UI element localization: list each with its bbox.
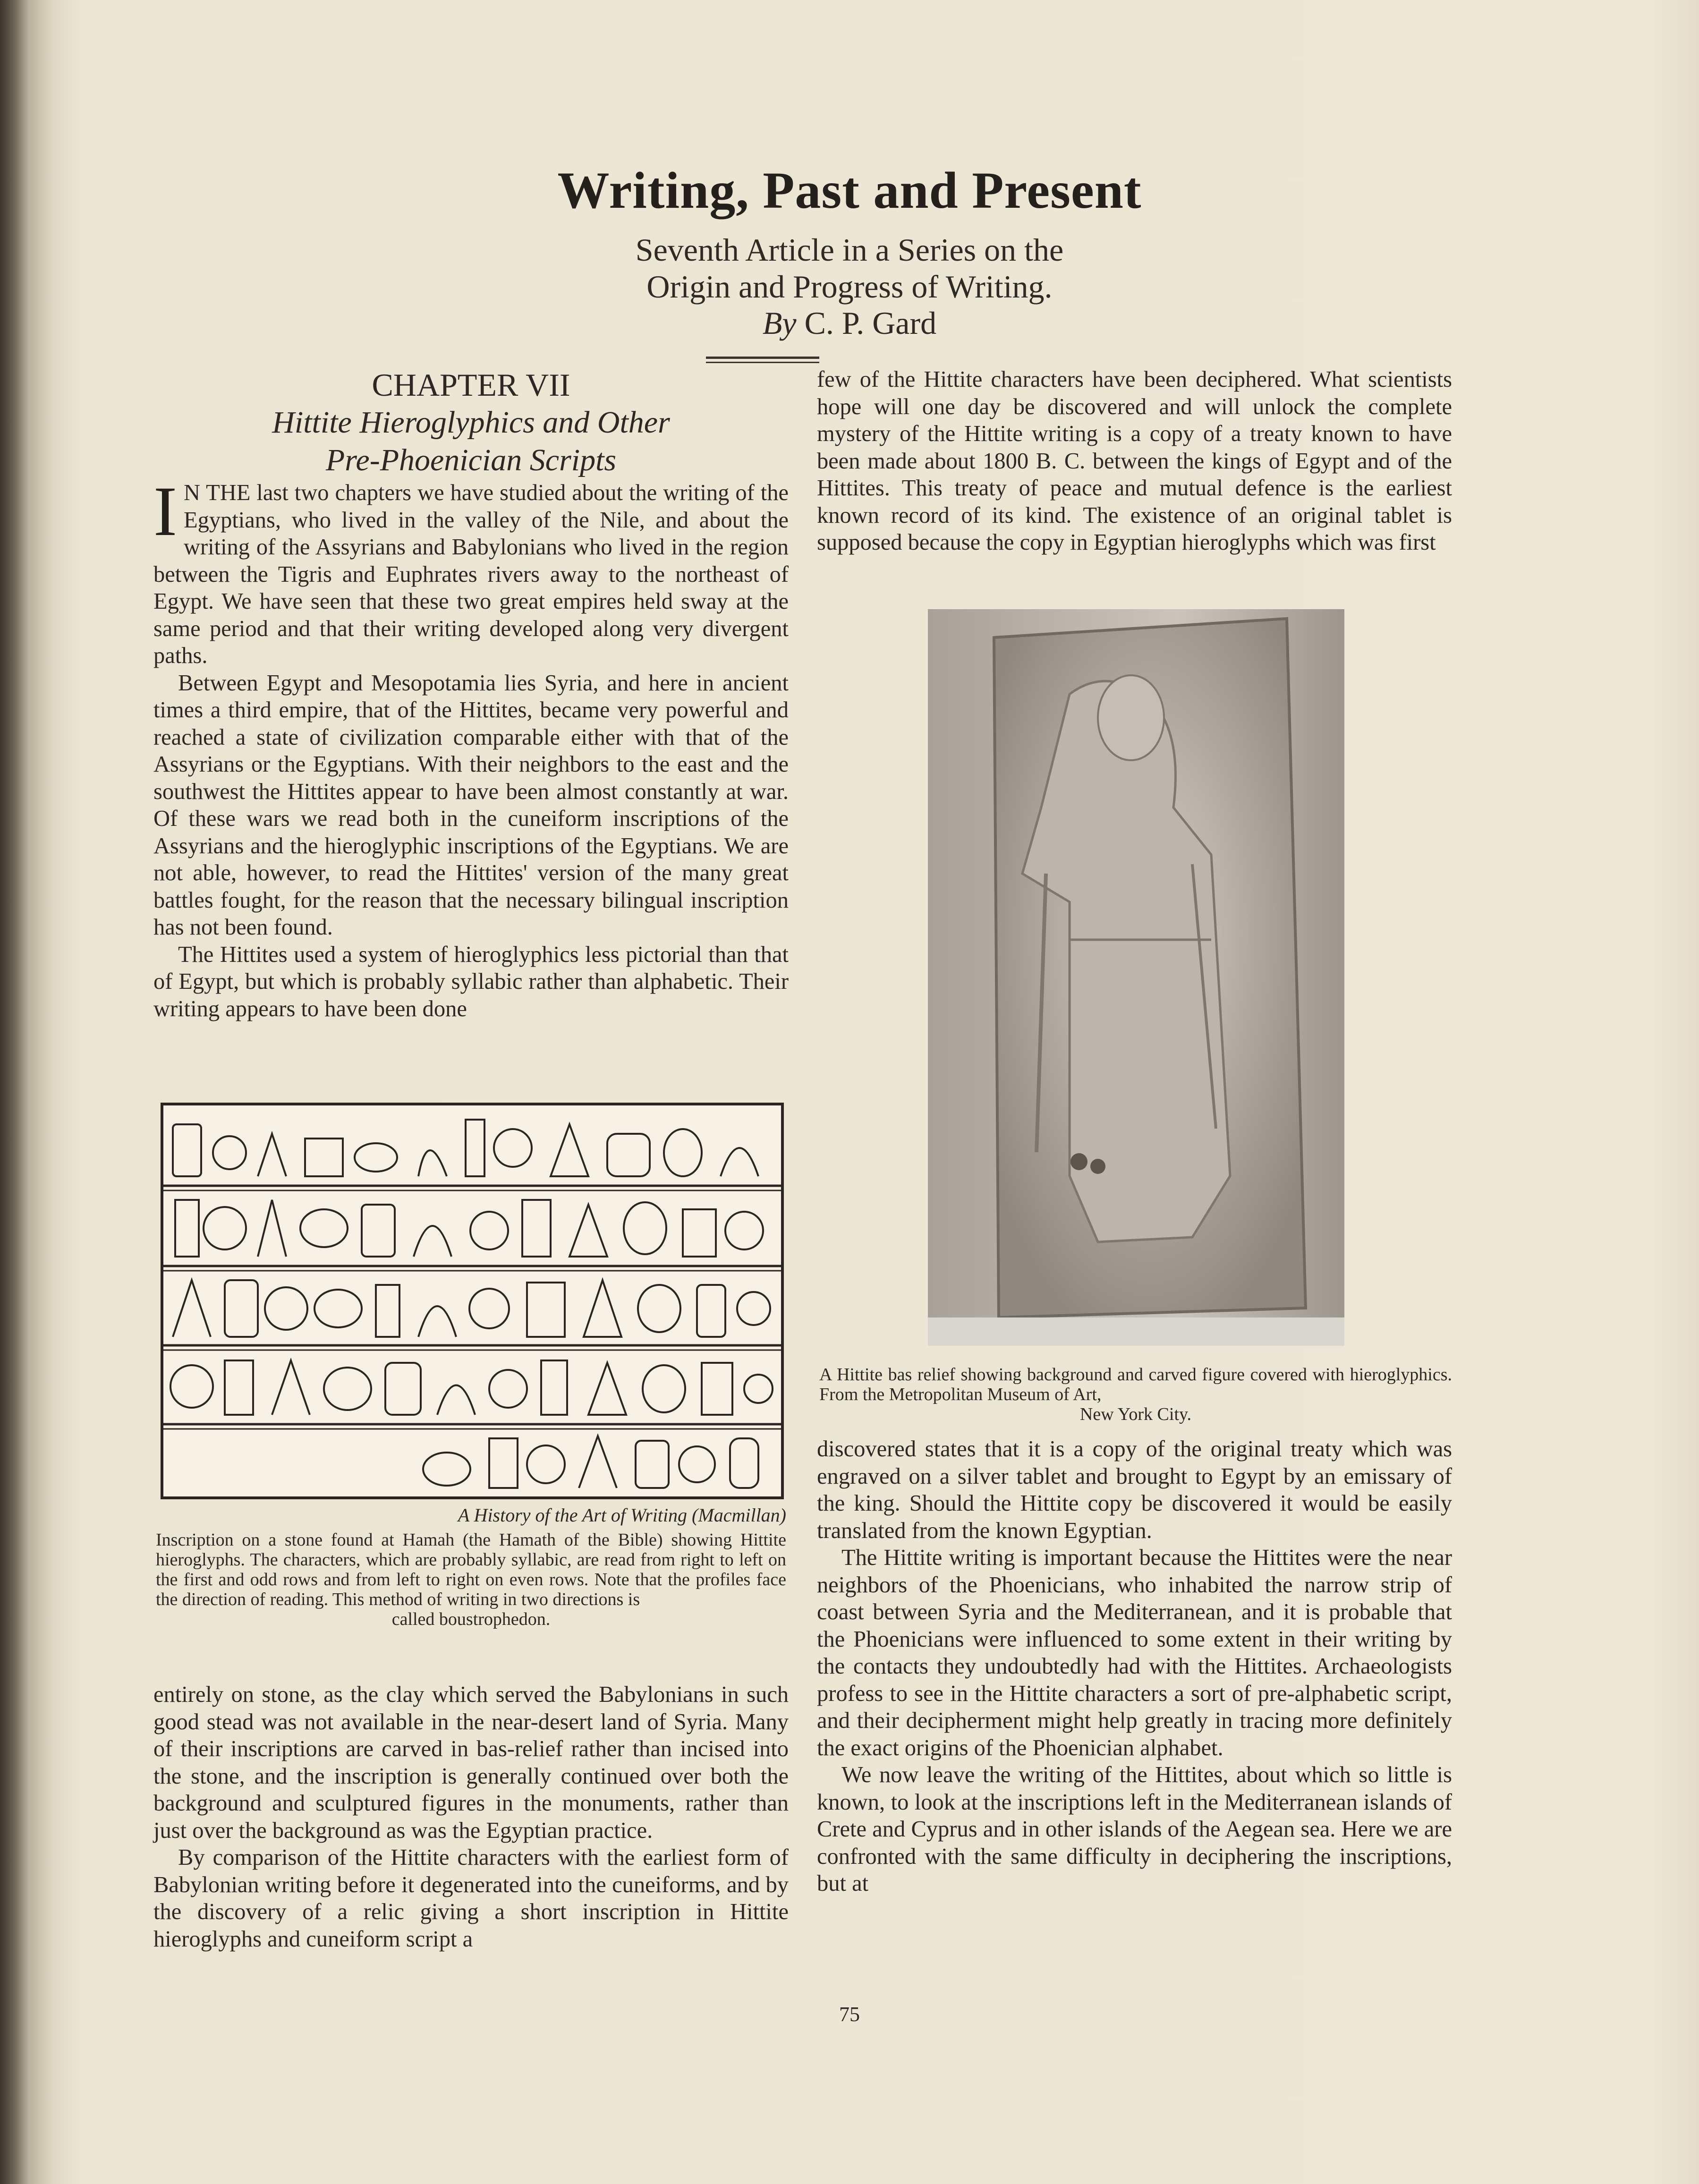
relief-image xyxy=(928,609,1344,1346)
hittite-relief-photo xyxy=(928,609,1344,1346)
drop-cap: I xyxy=(153,472,177,551)
relief-caption-text: A Hittite bas relief showing background and carved figure covered with hieroglyphics. From the Metropolitan Museum of Art, xyxy=(819,1365,1452,1404)
page-number: 75 xyxy=(839,2003,860,2026)
left-column-bottom xyxy=(153,1681,789,1953)
byline-by: By xyxy=(762,305,797,341)
paragraph-intro xyxy=(153,472,789,670)
chapter-title-line2: Pre-Phoenician Scripts xyxy=(325,443,617,477)
hamah-caption xyxy=(156,1530,786,1629)
byline xyxy=(0,305,1699,342)
paragraph-aegean: We now leave the writing of the Hittites, about which so little is known, to look at the inscriptions left in the Mediterranean islands of Crete and Cyprus and in other islands of the Aegean sea. Here we are confronted with the same difficulty in deciphering the inscriptions, but at xyxy=(817,1762,1452,1896)
paragraph-comparison: By comparison of the Hittite characters with the earliest form of Babylonian writing before it degenerated into the cuneiforms, and by the discovery of a relic giving a short inscription in Hittite hieroglyphs and cuneiform script a xyxy=(153,1845,789,1952)
article-title: Writing, Past and Present xyxy=(557,161,1142,219)
title-rule-top xyxy=(706,357,819,359)
paragraph-silver-tablet: discovered states that it is a copy of the original treaty which was engraved on a silver tablet and brought to Egypt by an emissary of the king. Should the Hittite copy be discovered it would be easily translated from the known Egyptian. xyxy=(817,1436,1452,1543)
relief-caption xyxy=(819,1365,1452,1424)
chapter-number: CHAPTER VII xyxy=(372,367,570,403)
hamah-caption-last: called boustrophedon. xyxy=(391,1609,551,1629)
paragraph-treaty: few of the Hittite characters have been deciphered. What scientists hope will one day be discovered and will unlock the complete mystery of the Hittite writing is a copy of a treaty known to have been made about 1800 B. C. between the kings of Egypt and of the Hittites. This treaty of peace and mutual defence is the earliest known record of its kind. The existence of an original tablet is supposed because the copy in Egyptian hieroglyphs which was first xyxy=(817,367,1452,555)
hamah-inscription-figure xyxy=(161,1103,784,1499)
article-subtitle-line1: Seventh Article in a Series on the xyxy=(635,232,1064,268)
paragraph-hieroglyphs: The Hittites used a system of hieroglyphics less pictorial than that of Egypt, but which is probably syllabic rather than alphabetic. Their writing appears to have been done xyxy=(153,942,789,1021)
paragraph-stone: entirely on stone, as the clay which served the Babylonians in such good stead was not available in the near-desert land of Syria. Many of their inscriptions are carved in bas-relief rather than incised into the stone, and the inscription is generally continued over both the background and sculptured figures in the monuments, rather than just over the background as was the Egyptian practice. xyxy=(153,1682,789,1843)
paragraph-syria: Between Egypt and Mesopotamia lies Syria, and here in ancient times a third empire, that of the Hittites, became very powerful and reached a state of civilization comparable either with that of the Assyrians or the Egyptians. With their neighbors to the east and the southwest the Hittites appear to have been almost constantly at war. Of these wars we read both in the cuneiform inscriptions of the Assyrians and the hieroglyphic inscriptions of the Egyptians. We are not able, however, to read the Hittites' version of the many great battles fought, for the reason that the necessary bilingual inscription has not been found. xyxy=(153,670,789,940)
article-subtitle-line2: Origin and Progress of Writing. xyxy=(646,269,1053,305)
relief-caption-last: New York City. xyxy=(1079,1404,1192,1424)
chapter-title-line1: Hittite Hieroglyphics and Other xyxy=(272,405,670,440)
left-column-top xyxy=(153,366,789,1022)
title-rule-bottom xyxy=(706,362,819,363)
right-column-top xyxy=(817,366,1452,556)
figure-credit: A History of the Art of Writing (Macmillan) xyxy=(458,1504,786,1526)
right-column-bottom xyxy=(817,1436,1452,1897)
hieroglyph-drawing xyxy=(163,1105,781,1496)
paragraph-intro-text: N THE last two chapters we have studied about the writing of the Egyptians, who lived in the valley of the Nile, and about the writing of the Assyrians and Babylonians who lived in the region between the Tigris and Euphrates rivers away to the northeast of Egypt. We have seen that these two great empires held sway at the same period and that their writing developed along very divergent paths. xyxy=(153,480,789,668)
byline-author: C. P. Gard xyxy=(804,305,937,341)
paragraph-phoenicians: The Hittite writing is important because the Hittites were the near neighbors of the Phoenicians, who inhabited the narrow strip of coast between Syria and the Mediterranean, and it is probable that the Phoenicians were influenced to some extent in their writing by the contacts they undoubtedly had with the Hittites. Archaeologists profess to see in the Hittite characters a sort of pre-alphabetic script, and their decipherment might help greatly in tracing more definitely the exact origins of the Phoenician alphabet. xyxy=(817,1545,1452,1760)
hamah-caption-text: Inscription on a stone found at Hamah (the Hamath of the Bible) showing Hittite hieroglyphs. The characters, which are probably syllabic, are read from right to left on the first and odd rows and from left to right on even rows. Note that the profiles face the direction of reading. This method of writing in two directions is xyxy=(156,1530,786,1609)
